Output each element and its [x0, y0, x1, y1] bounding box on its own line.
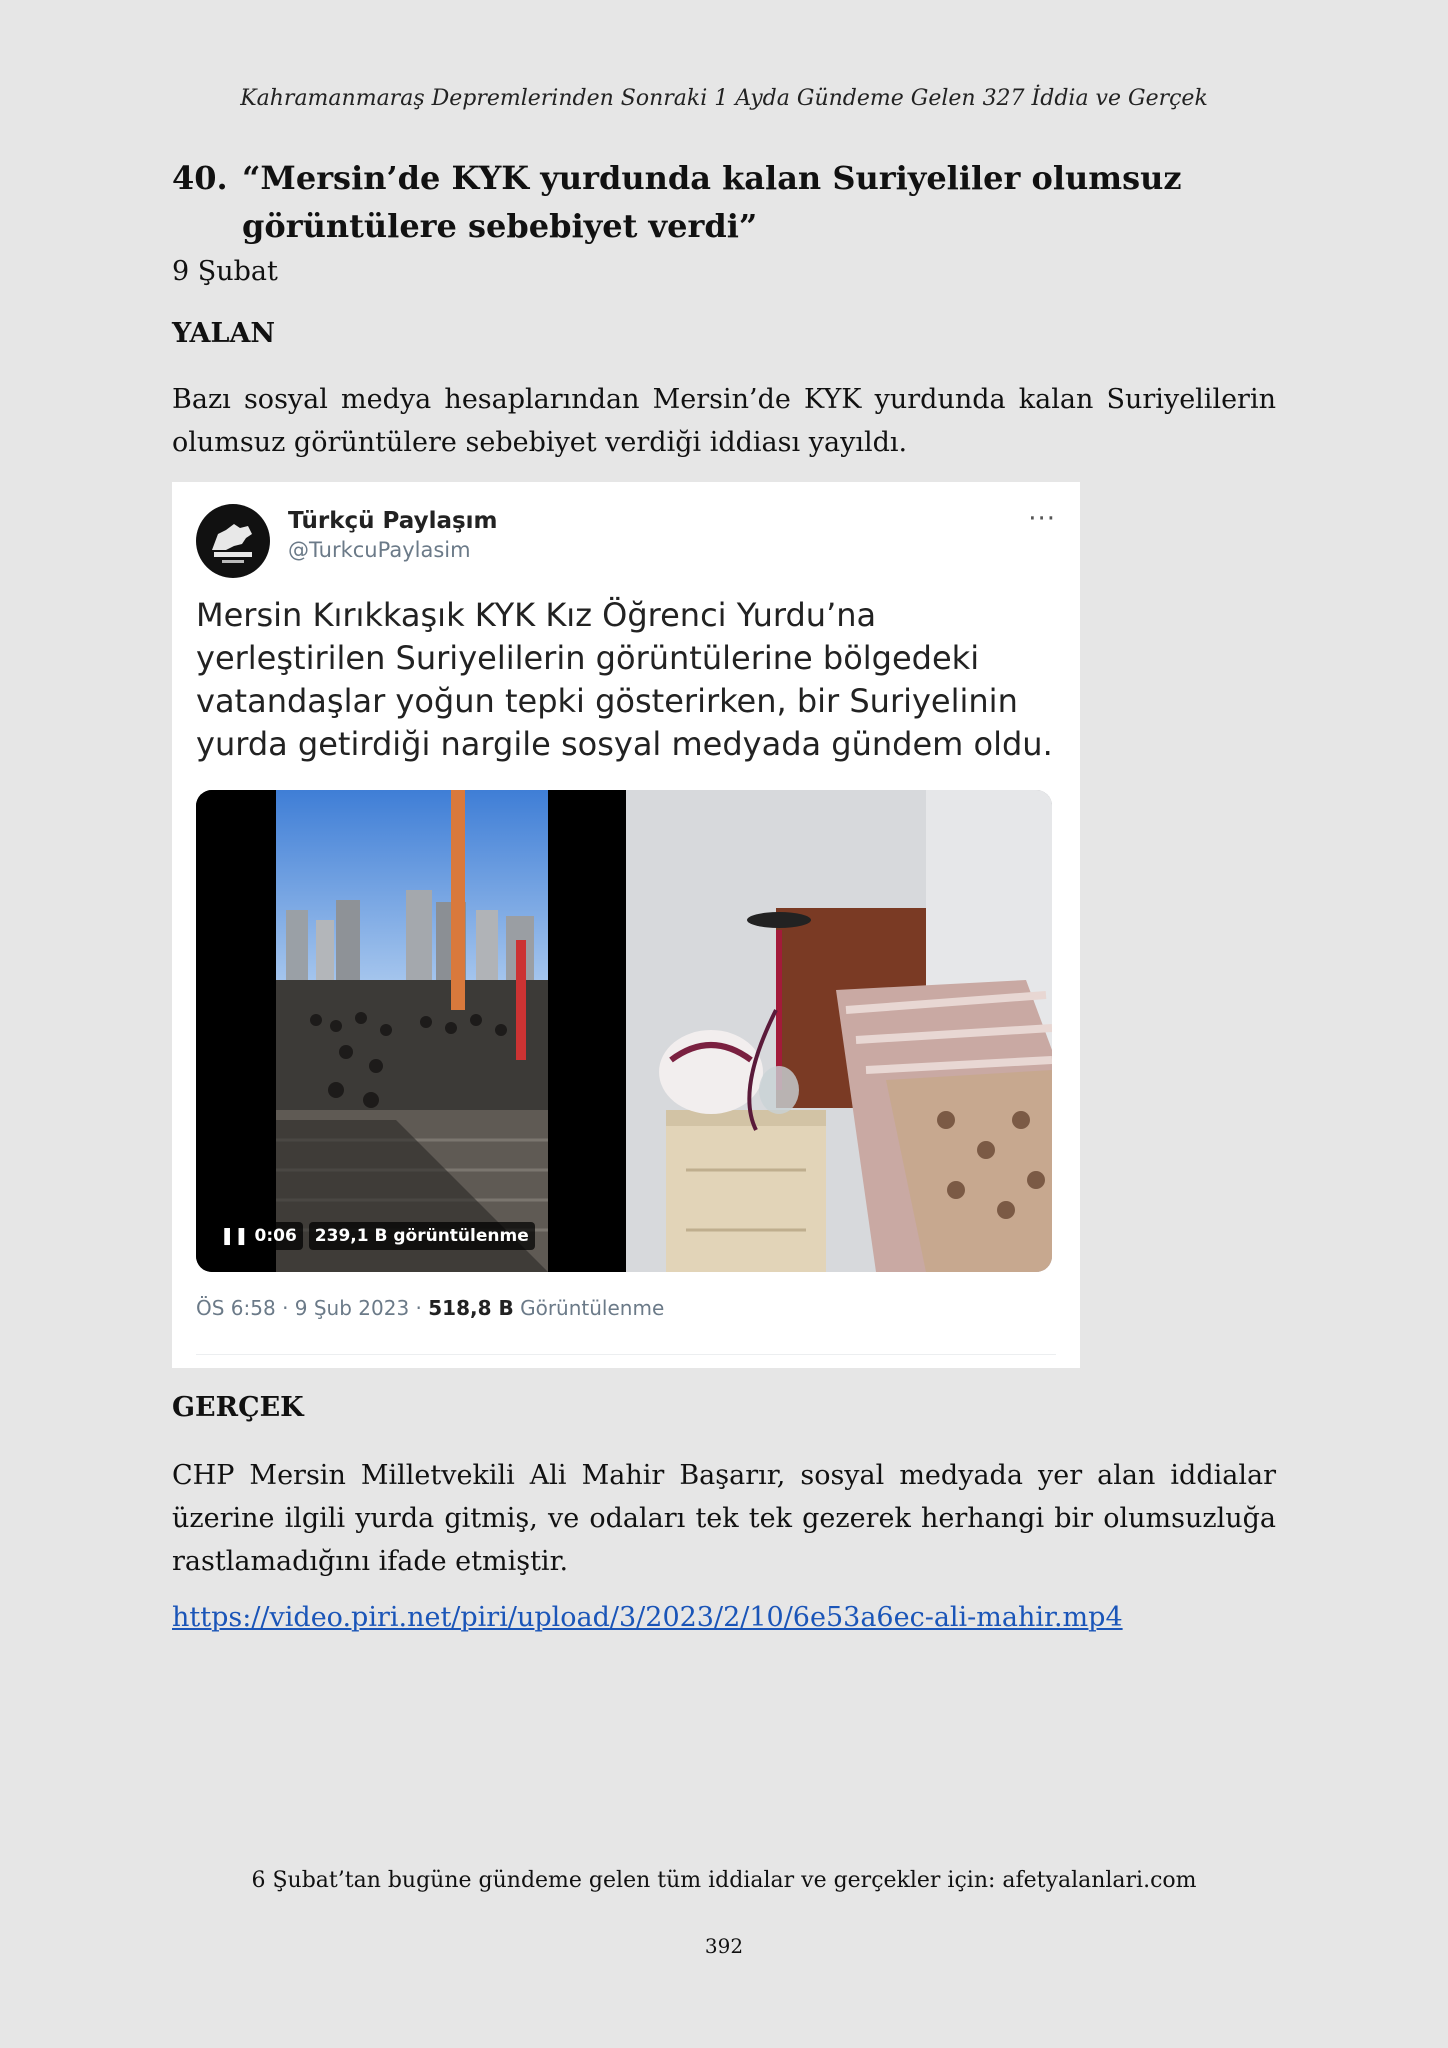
- page-number: 392: [704, 1934, 744, 1958]
- truth-text: CHP Mersin Milletvekili Ali Mahir Başarır, sosyal medyada yer alan iddialar üzerine ilgili yurda gitmiş, ve odaları tek tek gezerek herhangi bir olumsuzluğa rastlamadığını ifade etmiştir.: [172, 1460, 1276, 1577]
- tweet-views-label: Görüntülenme: [513, 1296, 665, 1320]
- video-controls[interactable]: [214, 1222, 535, 1250]
- author-handle: @TurkcuPaylasim: [288, 538, 471, 562]
- verdict-label: YALAN: [172, 318, 276, 349]
- tweet-screenshot: [172, 482, 1080, 1368]
- truth-heading: GERÇEK: [172, 1392, 304, 1423]
- crowd-scene-image: [276, 790, 548, 1272]
- avatar: [196, 504, 270, 578]
- running-header: Kahramanmaraş Depremlerinden Sonraki 1 Ayda Gündeme Gelen 327 İddia ve Gerçek: [240, 86, 1208, 111]
- tweet-meta: [196, 1296, 664, 1320]
- pause-button[interactable]: [214, 1222, 303, 1250]
- tweet-text: Mersin Kırıkkaşık KYK Kız Öğrenci Yurdu’na yerleştirilen Suriyelilerin görüntülerine bölgedeki vatandaşlar yoğun tepki gösterirken, bir Suriyelinin yurda getirdiği nargile sosyal medyada gündem oldu.: [196, 596, 1053, 763]
- tweet-timestamp: ÖS 6:58 · 9 Şub 2023 ·: [196, 1296, 429, 1320]
- video-frame: [276, 790, 548, 1272]
- video-time: 0:06: [254, 1226, 297, 1246]
- claim-title: “Mersin’de KYK yurdunda kalan Suriyeliler olumsuz görüntülere sebebiyet verdi”: [242, 159, 1182, 245]
- claim-number: 40.: [172, 159, 228, 197]
- dorm-room-image: [626, 790, 1052, 1272]
- video-thumbnail: [196, 790, 622, 1272]
- author-name: Türkçü Paylaşım: [288, 508, 498, 534]
- more-options-icon: ···: [1028, 504, 1056, 534]
- tweet-views-count: 518,8 B: [428, 1296, 514, 1320]
- logo-icon: [196, 504, 270, 578]
- claim-date: 9 Şubat: [172, 256, 278, 287]
- source-link[interactable]: https://video.piri.net/piri/upload/3/2023/2/10/6e53a6ec-ali-mahir.mp4: [172, 1602, 1123, 1633]
- tweet-media: [196, 790, 1052, 1272]
- footer-text: 6 Şubat’tan bugüne gündeme gelen tüm iddialar ve gerçekler için: afetyalanlari.com: [251, 1868, 1197, 1893]
- divider: [196, 1354, 1056, 1355]
- photo-thumbnail: [626, 790, 1052, 1272]
- claim-heading: [172, 154, 1276, 250]
- video-view-count: 239,1 B görüntülenme: [309, 1222, 535, 1250]
- claim-description: Bazı sosyal medya hesaplarından Mersin’de KYK yurdunda kalan Suriyelilerin olumsuz görüntülere sebebiyet verdiği iddiası yayıldı.: [172, 384, 1276, 458]
- pause-icon: ❚❚: [220, 1226, 249, 1246]
